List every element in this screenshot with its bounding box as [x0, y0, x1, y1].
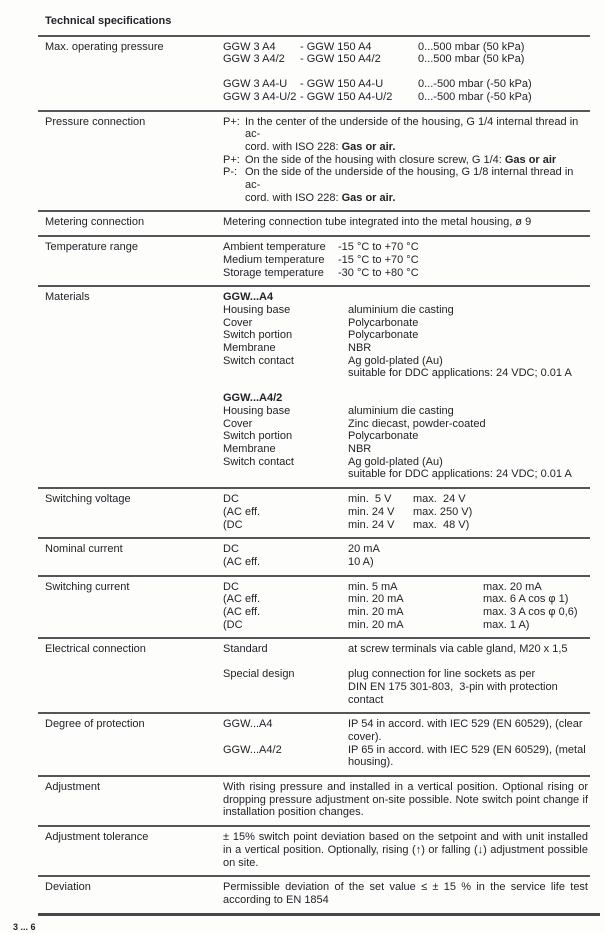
medium-bold: Gas or air.	[341, 140, 396, 153]
protection-rating: IP 54 in accord. with IEC 529 (EN 60529), (clear cover).	[348, 718, 583, 743]
material-value: Polycarbonate	[348, 316, 419, 329]
material-row	[223, 456, 590, 469]
model-series: GGW...A4/2	[223, 743, 282, 756]
material-part: Membrane	[223, 442, 276, 455]
nominal-current-content	[223, 543, 590, 568]
arrow-up-icon: ↑	[415, 843, 422, 856]
row-label: Degree of protection	[45, 718, 145, 731]
row-label: Switching current	[45, 580, 130, 593]
section-max-operating-pressure	[38, 35, 590, 110]
spacer	[223, 656, 590, 668]
model-range-row	[223, 78, 590, 91]
tolerance-text: ± 15% switch point deviation based on the setpoint and with unit installed in a vertical position. Optionally, rising (	[223, 831, 588, 856]
material-row	[223, 329, 590, 342]
material-part: Housing base	[223, 303, 291, 316]
page-title: Technical specifications	[45, 15, 172, 27]
adjustment-tolerance-text	[223, 831, 590, 869]
min-value: min. 5 V	[348, 493, 392, 506]
bottom-rule	[38, 913, 600, 916]
arrow-down-icon: ↓	[477, 843, 484, 856]
tolerance-text: ) or falling (	[421, 843, 478, 856]
material-part: Membrane	[223, 342, 276, 355]
switching-current-content	[223, 581, 590, 632]
temperature-row	[223, 267, 590, 280]
model-from: GGW 3 A4-U/2	[223, 90, 297, 103]
port-item	[223, 116, 590, 154]
max-pressure-content	[223, 41, 590, 104]
protection-row	[223, 718, 590, 743]
material-row	[223, 317, 590, 330]
material-note-row	[223, 367, 590, 380]
row-label: Metering connection	[45, 216, 145, 229]
port-description	[245, 116, 590, 154]
port-text: cord. with ISO 228:	[245, 191, 342, 204]
connection-row	[223, 668, 590, 706]
min-value: min. 20 mA	[348, 618, 404, 631]
row-label: Max. operating pressure	[45, 40, 164, 53]
row-label: Electrical connection	[45, 643, 146, 656]
material-row	[223, 355, 590, 368]
model-from: GGW 3 A4/2	[223, 53, 285, 66]
model-range-row	[223, 53, 590, 66]
medium-bold: Gas or air	[504, 153, 557, 166]
model-to: - GGW 150 A4	[300, 40, 372, 53]
material-row	[223, 418, 590, 431]
port-text: On the side of the housing with closure screw, G 1/4:	[245, 153, 505, 166]
model-from: GGW 3 A4	[223, 40, 276, 53]
deviation-text: Permissible deviation of the set value ≤ ± 15 % in the service life test according to EN 1854	[223, 881, 588, 906]
material-value: Zinc diecast, powder-coated	[348, 417, 486, 430]
current-row	[223, 593, 590, 606]
current-type: (DC	[223, 618, 243, 631]
material-part: Switch contact	[223, 455, 294, 468]
pressure-value: 0...-500 mbar (-50 kPa)	[418, 78, 532, 91]
section-temperature-range	[38, 235, 590, 285]
materials-content	[223, 291, 590, 481]
max-value: max. 20 mA	[483, 580, 542, 593]
port-text: cord. with ISO 228:	[245, 140, 342, 153]
current-type: (AC eff.	[223, 606, 261, 619]
current-type: (AC eff.	[223, 505, 261, 518]
temperature-kind: Ambient temperature	[223, 241, 326, 254]
material-part: Cover	[223, 417, 253, 430]
material-value: NBR	[348, 442, 372, 455]
temperature-row	[223, 241, 590, 254]
electrical-connection-content	[223, 643, 590, 706]
current-row	[223, 556, 590, 569]
min-value: min. 24 V	[348, 505, 395, 518]
model-to: - GGW 150 A4-U/2	[300, 90, 393, 103]
section-pressure-connection	[38, 110, 590, 211]
connection-detail-line: plug connection for line sockets as per	[348, 668, 536, 681]
current-row	[223, 606, 590, 619]
min-value: min. 20 mA	[348, 593, 404, 606]
model-to: - GGW 150 A4/2	[300, 53, 381, 66]
max-value: max. 24 V	[413, 493, 466, 506]
material-value: NBR	[348, 342, 372, 355]
pressure-value: 0...500 mbar (50 kPa)	[418, 53, 525, 66]
tolerance-text: ) adjustment possible on site.	[223, 843, 588, 869]
current-type: DC	[223, 580, 239, 593]
pressure-connection-content	[223, 116, 590, 205]
connection-kind: Special design	[223, 668, 295, 681]
spacer	[223, 380, 590, 392]
voltage-row	[223, 506, 590, 519]
material-part: Cover	[223, 316, 253, 329]
voltage-row	[223, 519, 590, 532]
material-value: Polycarbonate	[348, 329, 419, 342]
model-series: GGW...A4	[223, 718, 273, 731]
connection-detail: at screw terminals via cable gland, M20 x 1,5	[348, 643, 568, 656]
materials-block-heading: GGW...A4	[223, 291, 274, 304]
pressure-value: 0...500 mbar (50 kPa)	[418, 40, 525, 53]
connection-detail-line: DIN EN 175 301-803, 3-pin with protection contact	[348, 680, 561, 706]
temperature-kind: Storage temperature	[223, 266, 324, 279]
row-label: Adjustment tolerance	[45, 831, 149, 844]
model-range-row	[223, 41, 590, 54]
material-row	[223, 430, 590, 443]
material-row	[223, 443, 590, 456]
material-value: aluminium die casting	[348, 303, 454, 316]
section-electrical-connection	[38, 637, 590, 712]
material-part: Switch portion	[223, 329, 293, 342]
protection-rating: IP 65 in accord. with IEC 529 (EN 60529), (metal housing).	[348, 743, 586, 769]
max-value: max. 3 A cos φ 0,6)	[483, 606, 578, 619]
voltage-row	[223, 493, 590, 506]
material-part: Switch contact	[223, 354, 294, 367]
material-part: Switch portion	[223, 430, 293, 443]
switching-voltage-content	[223, 493, 590, 531]
port-text: On the side of the underside of the housing, G 1/8 internal thread in ac-	[245, 166, 574, 192]
section-switching-current	[38, 575, 590, 638]
temperature-kind: Medium temperature	[223, 253, 325, 266]
temperature-value: -15 °C to +70 °C	[338, 241, 419, 254]
current-type: (AC eff.	[223, 555, 261, 568]
current-value: 10 A)	[348, 555, 374, 568]
current-value: 20 mA	[348, 543, 380, 556]
temperature-row	[223, 254, 590, 267]
material-note-row	[223, 468, 590, 481]
connection-kind: Standard	[223, 643, 268, 656]
temperature-value: -15 °C to +70 °C	[338, 253, 419, 266]
current-type: (AC eff.	[223, 593, 261, 606]
material-value: aluminium die casting	[348, 404, 454, 417]
material-value: Ag gold-plated (Au)	[348, 455, 443, 468]
current-row	[223, 543, 590, 556]
temperature-content	[223, 241, 590, 279]
row-label: Nominal current	[45, 543, 123, 556]
model-to: - GGW 150 A4-U	[300, 78, 384, 91]
row-label: Materials	[45, 291, 90, 304]
port-id: P-:	[223, 166, 238, 179]
material-part	[223, 468, 348, 481]
current-type: DC	[223, 493, 239, 506]
materials-block-heading: GGW...A4/2	[223, 392, 283, 405]
pressure-value: 0...-500 mbar (-50 kPa)	[418, 90, 532, 103]
section-switching-voltage	[38, 487, 590, 537]
material-row	[223, 304, 590, 317]
port-id: P+:	[223, 153, 240, 166]
row-label: Deviation	[45, 881, 91, 894]
port-text: In the center of the underside of the housing, G 1/4 internal thread in ac-	[245, 115, 579, 141]
current-row	[223, 581, 590, 594]
current-row	[223, 619, 590, 632]
current-type: DC	[223, 543, 239, 556]
section-adjustment-tolerance	[38, 825, 590, 875]
section-adjustment	[38, 775, 590, 825]
port-id: P+:	[223, 115, 240, 128]
connection-detail	[348, 668, 590, 706]
material-value: Ag gold-plated (Au)	[348, 354, 443, 367]
row-label: Adjustment	[45, 781, 101, 794]
row-label: Switching voltage	[45, 493, 131, 506]
port-item	[223, 166, 590, 204]
min-value: min. 24 V	[348, 518, 395, 531]
max-value: max. 48 V)	[413, 518, 470, 531]
row-label: Pressure connection	[45, 115, 146, 128]
port-description	[245, 154, 590, 167]
temperature-value: -30 °C to +80 °C	[338, 266, 419, 279]
model-from: GGW 3 A4-U	[223, 78, 288, 91]
connection-row	[223, 643, 590, 656]
model-range-row	[223, 91, 590, 104]
material-row	[223, 405, 590, 418]
min-value: min. 5 mA	[348, 580, 398, 593]
page-number: 3 ... 6	[13, 921, 36, 932]
max-value: max. 1 A)	[483, 618, 530, 631]
section-nominal-current	[38, 537, 590, 574]
section-materials	[38, 285, 590, 487]
material-note: suitable for DDC applications: 24 VDC; 0.01 A	[348, 468, 572, 481]
row-label: Temperature range	[45, 241, 138, 254]
section-metering-connection	[38, 210, 590, 235]
material-note: suitable for DDC applications: 24 VDC; 0.01 A	[348, 367, 572, 380]
spacer	[223, 66, 590, 78]
material-value: Polycarbonate	[348, 430, 419, 443]
material-part: Housing base	[223, 404, 291, 417]
port-item	[223, 154, 590, 167]
port-description	[245, 166, 590, 204]
adjustment-text: With rising pressure and installed in a vertical position. Optional rising or dropping pressure adjustment on-site possible. Note switch point change if installation position changes.	[223, 781, 588, 819]
degree-protection-content	[223, 718, 590, 769]
medium-bold: Gas or air.	[341, 191, 396, 204]
protection-row	[223, 744, 590, 769]
metering-text: Metering connection tube integrated into the metal housing, ø 9	[223, 216, 532, 229]
max-value: max. 6 A cos φ 1)	[483, 593, 569, 606]
material-row	[223, 342, 590, 355]
current-type: (DC	[223, 518, 243, 531]
max-value: max. 250 V)	[413, 505, 473, 518]
section-degree-of-protection	[38, 712, 590, 775]
min-value: min. 20 mA	[348, 606, 404, 619]
material-part	[223, 367, 348, 380]
